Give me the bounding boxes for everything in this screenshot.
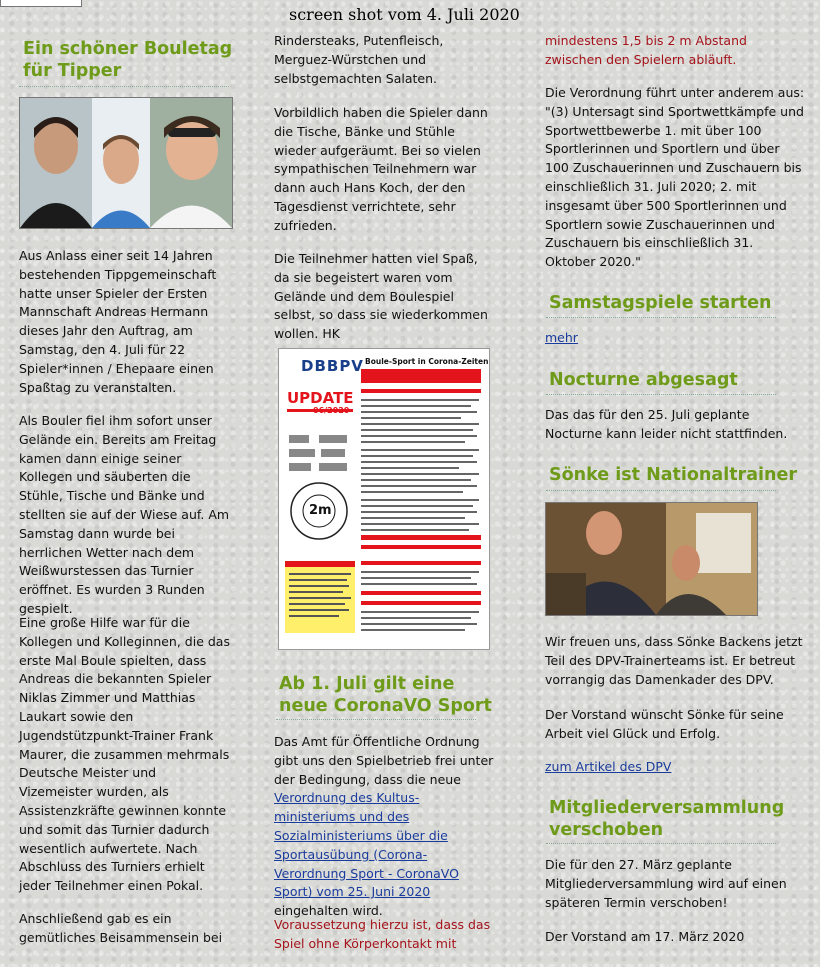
article-paragraph: Die für den 27. März geplante Mitgliederversammlung wird auf einen späteren Termin verschoben! xyxy=(545,857,787,910)
flyer-headline: Boule-Sport in Corona-Zeiten xyxy=(365,357,489,366)
article-paragraph: Der Vorstand wünscht Sönke für seine Arbeit viel Glück und Erfolg. xyxy=(545,707,784,741)
flyer-update: UPDATE xyxy=(287,389,354,407)
article-paragraph: Als Bouler fiel ihm sofort unser Gelände ein. Bereits am Freitag kamen dann einige seiner Kollegen und säuberten die Stühle, Tische und Bänke und stellten sie auf der Wiese auf. Am Samstag dann wurde bei herrlichen Wetter nach dem Weißwurstessen das Turnier eröffnet. Es wurden 3 Runden gespielt. xyxy=(19,413,230,616)
coronavo-sport-link[interactable]: Verordnung des Kultus-ministeriums und des Sozialministeriums über die Sportausübung (Corona-Verordnung Sport - CoronaVO Sport) vom 25. Juni 2020 xyxy=(274,790,459,900)
title-rule xyxy=(19,86,229,87)
article-paragraph: Aus Anlass einer seit 14 Jahren bestehenden Tippgemeinschaft hatte unser Spieler der Ersten Mannschaft Andreas Hermann dieses Jahr den Auftrag, am Samstag, den 4. Juli für 22 Spieler*innen / Ehepaare einen Spaßtag zu veranstalten. xyxy=(19,248,217,395)
title-rule xyxy=(546,843,776,844)
flyer-distance-badge: 2m xyxy=(309,503,332,518)
corona-flyer-image[interactable] xyxy=(278,348,490,650)
article-paragraph: Wir freuen uns, dass Sönke Backens jetzt Teil des DPV-Trainerteams ist. Er betreut vorrangig das Damenkader des DPV. xyxy=(545,634,803,687)
article-paragraph: Eine große Hilfe war für die Kollegen und Kolleginnen, die das erste Mal Boule spielten, dass Andreas die bekannten Spieler Niklas Zimmer und Matthias Laukart sowie den Jugendstützpunkt-Trainer Frank Maurer, die zusammen mehrmals Deutsche Meister und Vizemeister wurden, als Assistenzkräfte gewinnen konnte und somit das Turnier dadurch wesentlich aufwertete. Nach Abschluss des Turniers erhielt jeder Teilnehmer einen Pokal. xyxy=(19,615,230,894)
article-title-coronavo: Ab 1. Juli gilt eine neue CoronaVO Sport xyxy=(279,674,492,716)
title-rule xyxy=(546,394,776,395)
samstagspiele-more-link[interactable]: mehr xyxy=(545,330,578,345)
article-title-bouletag: Ein schöner Bouletag für Tipper xyxy=(23,39,233,81)
article-title-nocturne: Nocturne abgesagt xyxy=(549,370,738,390)
photo-soenke-backens xyxy=(545,502,758,616)
paragraph-text: eingehalten wird. xyxy=(274,903,383,919)
title-rule xyxy=(276,719,476,720)
dpv-article-link[interactable]: zum Artikel des DPV xyxy=(545,759,672,774)
flyer-date: 06/2020 xyxy=(313,406,350,415)
article-paragraph xyxy=(274,733,494,921)
article-paragraph-red: mindestens 1,5 bis 2 m Abstand zwischen den Spielern abläuft. xyxy=(545,33,747,67)
article-paragraph: Die Teilnehmer hatten viel Spaß, da sie begeistert waren vom Gelände und dem Boulespiel selbst, so dass sie wiederkommen wollen. HK xyxy=(274,251,488,342)
article-paragraph: Das das für den 25. Juli geplante Nocturne kann leider nicht stattfinden. xyxy=(545,407,788,441)
flyer-brand: DBBPV xyxy=(301,357,364,375)
article-paragraph-red: Voraussetzung hierzu ist, dass das Spiel ohne Körperkontakt mit xyxy=(274,917,491,951)
title-rule xyxy=(546,490,776,491)
article-paragraph: Rindersteaks, Putenfleisch, Merguez-Würstchen und selbstgemachten Salaten. xyxy=(274,33,444,86)
article-paragraph: Der Vorstand am 17. März 2020 xyxy=(545,929,745,944)
article-title-samstagspiele: Samstagspiele starten xyxy=(549,293,772,313)
logo-tab xyxy=(0,0,82,7)
paragraph-text: Das Amt für Öffentliche Ordnung gibt uns den Spielbetrieb frei unter der Bedingung, dass die neue xyxy=(274,734,494,787)
title-rule xyxy=(546,317,776,318)
screenshot-caption: screen shot vom 4. Juli 2020 xyxy=(289,5,520,24)
article-paragraph: Die Verordnung führt unter anderem aus: "(3) Untersagt sind Sportwettkämpfe und Sportwettbewerbe 1. mit über 100 Sportlerinnen und Sportlern und über 100 Zuschauerinnen und Zuschauern bis einschließlich 31. Juli 2020; 2. mit insgesamt über 500 Sportlerinnen und Sportlern sowie Zuschauerinnen und Zuschauern bis einschließlich 31. Oktober 2020." xyxy=(545,85,805,270)
article-paragraph: Vorbildlich haben die Spieler dann die Tische, Bänke und Stühle wieder aufgeräumt. Bei so vielen sympathischen Teilnehmern war dann auch Hans Koch, der den Tagesdienst verrichtete, sehr zufrieden. xyxy=(274,105,488,233)
photo-three-players xyxy=(19,97,233,229)
article-title-mitgliederversammlung: Mitgliederversammlung verschoben xyxy=(549,798,785,840)
article-paragraph: Anschließend gab es ein gemütliches Beisammensein bei xyxy=(19,911,223,945)
article-title-nationaltrainer: Sönke ist Nationaltrainer xyxy=(549,465,797,485)
